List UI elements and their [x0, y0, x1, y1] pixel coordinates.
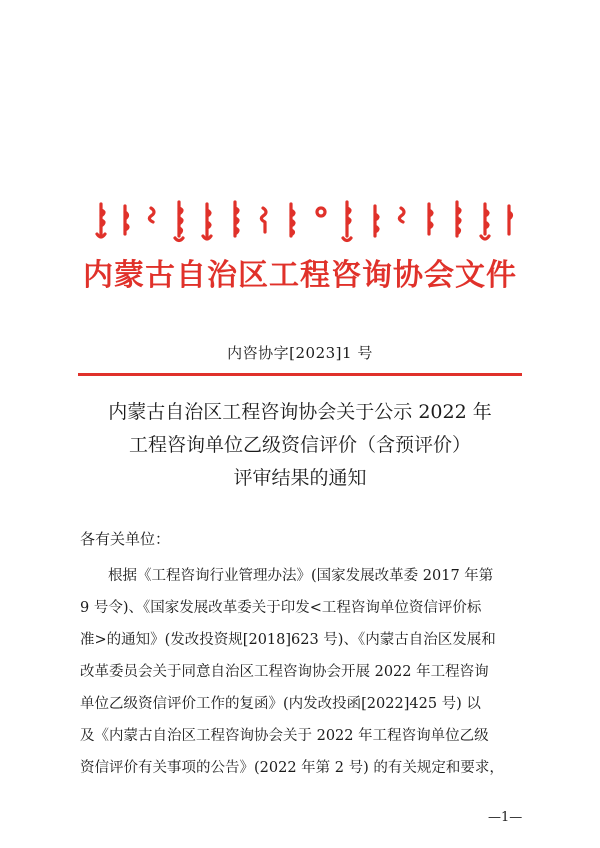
page-number: —1— [488, 810, 523, 825]
body-line: 改革委员会关于同意自治区工程咨询协会开展 2022 年工程咨询 [80, 664, 489, 680]
body-line: 根据《工程咨询行业管理办法》(国家发展改革委 2017 年第 [108, 568, 494, 584]
issuer-header-title: 内蒙古自治区工程咨询协会文件 [83, 258, 517, 293]
body-line: 及《内蒙古自治区工程咨询协会关于 2022 年工程咨询单位乙级 [80, 728, 489, 744]
title-line: 评审结果的通知 [233, 467, 367, 489]
salutation: 各有关单位： [80, 530, 171, 548]
body-line: 资信评价有关事项的公告》(2022 年第 2 号) 的有关规定和要求， [80, 760, 504, 776]
mongolian-script-header [95, 198, 515, 248]
body-line: 单位乙级资信评价工作的复函》(内发改投函[2022]425 号) 以 [80, 696, 481, 712]
body-line: 准>的通知》(发改投资规[2018]623 号)、《内蒙古自治区发展和 [80, 632, 496, 648]
body-paragraph [80, 560, 530, 784]
document-number: 内咨协字[2023]1 号 [227, 344, 373, 362]
title-line: 工程咨询单位乙级资信评价（含预评价） [128, 434, 471, 456]
document-title [0, 396, 600, 495]
red-divider-line [78, 373, 522, 376]
mongolian-script-icon [95, 198, 515, 248]
title-line: 内蒙古自治区工程咨询协会关于公示 2022 年 [108, 401, 492, 423]
body-line: 9 号令)、《国家发展改革委关于印发<工程咨询单位资信评价标 [80, 600, 482, 616]
